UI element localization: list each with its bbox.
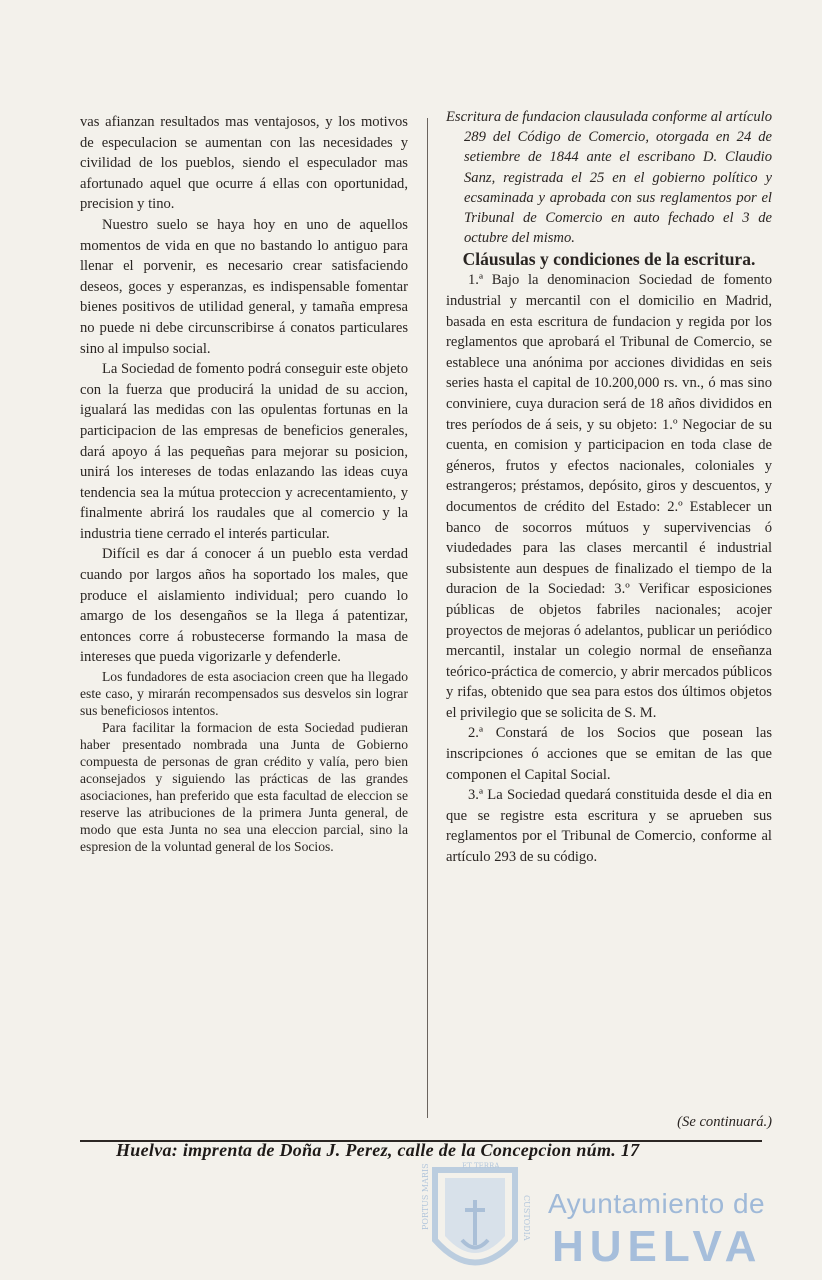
seal-text-right: CUSTODIA <box>522 1195 531 1241</box>
deed-intro: Escritura de fundacion clausulada conforme al artículo 289 del Código de Comercio, otorgada en 24 de setiembre de 1844 ante el escribano D. Claudio Sanz, registrada el 25 en el gobierno político y ecsaminada y aprobada con sus reglamentos por el Tribunal de Comercio en auto fechado el 3 de octubre del mismo. <box>446 109 772 247</box>
continued-note: (Se continuará.) <box>677 1114 772 1130</box>
clause-2: 2.ª Constará de los Socios que posean las inscripciones ó acciones que se emitan de las que componen el Capital Social. <box>446 725 772 783</box>
right-column <box>446 107 772 868</box>
watermark-line1: Ayuntamiento de <box>548 1188 766 1219</box>
column-divider <box>427 118 428 1118</box>
seal-text-top: ET TERRA <box>462 1162 500 1170</box>
paragraph-5: Los fundadores de esta asociacion creen que ha llegado este caso, y mirarán recompensados sus desvelos sin lograr sus beneficiosos intentos. <box>80 669 408 719</box>
paragraph-6: Para facilitar la formacion de esta Sociedad pudieran haber presentado nombrada una Junta de Gobierno compuesta de personas de gran crédito y valía, pero bien aconsejados y siguiendo las prácticas de las grandes asociaciones, han preferido que esta facultad de eleccion se reserve las atribuciones de la primera Junta general, de modo que esta Junta no sea una eleccion parcial, sino la espresion de la voluntad general de los Socios. <box>80 720 408 855</box>
clauses-heading: Cláusulas y condiciones de la escritura. <box>462 249 756 270</box>
paragraph-2: Nuestro suelo se haya hoy en uno de aquellos momentos de vida en que no bastando lo antiguo para llenar el porvenir, es necesario crear satisfaciendo deseos, goces y esperanzas, es indispensable fomentar bienes positivos de utilidad general, y tamaña empresa no puede ni debe circunscribirse á conatos particulares sino al impulso social. <box>80 216 408 357</box>
clause-1: 1.ª Bajo la denominacion Sociedad de fomento industrial y mercantil con el domicilio en Madrid, basada en esta escritura de fundacion y regida por los reglamentos que aprobará el Tribunal de Comercio, se establece una anónima por acciones divididas en seis series hasta el capital de 10.200,000 rs. vn., ó mas sino conviniere, cuya duracion será de 18 años divididos en tres períodos de á seis, y su objeto: 1.º Negociar de su cuenta, en comision y participacion en toda clase de géneros, frutos y efectos nacionales, coloniales y estrangeros; préstamos, depósito, giros y descuentos, y documentos de crédito del Estado: 2.º Establecer un banco de socorros mútuos y supervivencias ó viudedades para las clases mercantil é industrial subsistente aun despues de finalizado el tiempo de la duracion de la Sociedad: 3.º Verificar esposiciones públicas de objetos fabriles nacionales; acojer proyectos de mejoras ó adelantos, publicar un periódico mercantil, instalar un colegio normal de enseñanza teórico-práctica de comercio, y abrir mercados públicos y rifas, obtenido que sea para estos dos últimos objetos el privilegio que se solicita de S. M. <box>446 272 772 721</box>
paragraph-1: vas afianzan resultados mas ventajosos, y los motivos de especulacion se aumentan con las necesidades y civilidad de los pueblos, siendo el especulador mas afortunado aquel que ocurre á ellas con oportunidad, precision y tino. <box>80 114 408 213</box>
watermark-line2: HUELVA <box>552 1222 763 1271</box>
seal-text-left: PORTUS MARIS <box>421 1163 430 1230</box>
left-column <box>80 112 408 855</box>
printer-imprint: Huelva: imprenta de Doña J. Perez, calle de la Concepcion núm. 17 <box>116 1140 640 1160</box>
paragraph-3: La Sociedad de fomento podrá conseguir este objeto con la fuerza que producirá la unidad de su accion, igualará las medidas con las opulentas fortunas en la participacion de las empresas de beneficios generales, dará apoyo á las pequeñas para mejorar su posicion, unirá los intereses de todas enlazando las ideas cuya tendencia sea la mútua proteccion y acrecentamiento, y finalmente abrirá los raudales que al comercio y la industria tiene cerrado el interés particular. <box>80 361 408 542</box>
paragraph-4: Difícil es dar á conocer á un pueblo esta verdad cuando por largos años ha soportado los males, que produce el aislamiento individual; pero cuando lo amargo de los desengaños se la llega á patentizar, entonces corre á robustecerse formando la masa de intereses que pueda vigorizarle y defenderle. <box>80 546 408 666</box>
clause-3: 3.ª La Sociedad quedará constituida desde el dia en que se registre esta escritura y se aprueben sus reglamentos por el Tribunal de Comercio, conforme al artículo 293 de su código. <box>446 787 772 866</box>
